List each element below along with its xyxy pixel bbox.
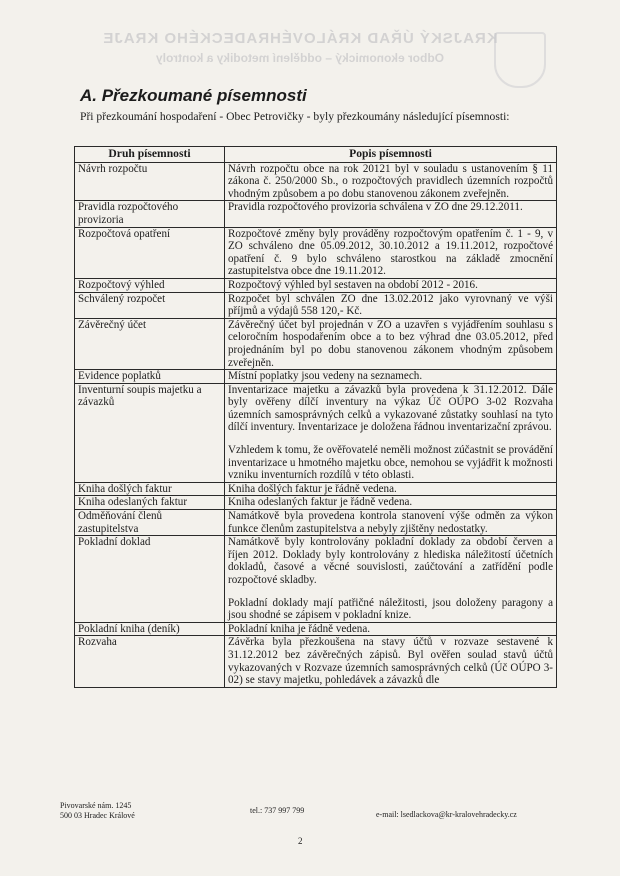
- table-row: [75, 201, 557, 227]
- document-type: Závěrečný účet: [75, 318, 225, 369]
- document-type: Odměňování členů zastupitelstva: [75, 510, 225, 536]
- document-type: Kniha došlých faktur: [75, 482, 225, 496]
- documents-table: [74, 146, 557, 688]
- document-type: Rozpočtový výhled: [75, 278, 225, 292]
- footer-address-line1: Pivovarské nám. 1245: [60, 801, 132, 810]
- description-paragraph: Pokladní doklady mají patřičné náležitosti, jsou doloženy paragony a jsou shodné se zápisem v pokladní knize.: [228, 596, 553, 622]
- bleed-header-line2: Odbor ekonomický – oddělení metodiky a kontroly: [155, 51, 445, 65]
- description-paragraph: Rozpočtové změny byly prováděny rozpočtovým opatřením č. 1 - 9, v ZO schváleno dne 05.09.2012, 30.10.2012 a 19.11.2012, rozpočtové opatření č. 9 bylo schváleno starostkou na základě zmocnění zastupitelstva obce dne 19.11.2012.: [228, 227, 553, 278]
- table-row: [75, 227, 557, 278]
- document-type: Rozvaha: [75, 636, 225, 687]
- document-type: Pravidla rozpočtového provizoria: [75, 201, 225, 227]
- table-row: [75, 162, 557, 201]
- document-description: [225, 162, 557, 201]
- footer-address-line2: 500 03 Hradec Králové: [60, 811, 135, 820]
- table-row: [75, 636, 557, 687]
- document-type: Kniha odeslaných faktur: [75, 496, 225, 510]
- header-desc: Popis písemnosti: [225, 147, 557, 163]
- description-paragraph: Rozpočet byl schválen ZO dne 13.02.2012 jako vyrovnaný ve výši příjmů a výdajů 558 120,- Kč.: [228, 292, 553, 318]
- description-paragraph: Namátkově byly kontrolovány pokladní doklady za období červen a říjen 2012. Doklady byly kontrolovány z hlediska náležitostí účetních dokladů, časové a věcné souvislosti, zaúčtování a zatřídění podle rozpočtové skladby.: [228, 536, 553, 586]
- table-row: [75, 536, 557, 623]
- document-type: Inventurní soupis majetku a závazků: [75, 383, 225, 482]
- footer-address: [60, 801, 135, 821]
- page-number: 2: [298, 836, 303, 846]
- document-description: [225, 383, 557, 482]
- document-description: [225, 510, 557, 536]
- table-row: [75, 510, 557, 536]
- description-paragraph: Pokladní kniha je řádně vedena.: [228, 622, 371, 635]
- table-header-row: [75, 147, 557, 163]
- bleed-through-crest-icon: [494, 32, 546, 88]
- document-type: Pokladní kniha (deník): [75, 622, 225, 636]
- description-paragraph: Pravidla rozpočtového provizoria schválena v ZO dne 29.12.2011.: [228, 201, 523, 214]
- document-description: [225, 227, 557, 278]
- document-type: Pokladní doklad: [75, 536, 225, 623]
- description-paragraph: Kniha došlých faktur je řádně vedena.: [228, 482, 397, 495]
- table-row: [75, 622, 557, 636]
- document-description: [225, 622, 557, 636]
- document-description: [225, 636, 557, 687]
- table-row: [75, 292, 557, 318]
- document-description: [225, 536, 557, 623]
- table-row: [75, 496, 557, 510]
- document-description: [225, 318, 557, 369]
- document-type: Návrh rozpočtu: [75, 162, 225, 201]
- table-row: [75, 278, 557, 292]
- document-type: Rozpočtová opatření: [75, 227, 225, 278]
- document-description: [225, 201, 557, 227]
- document-description: [225, 370, 557, 384]
- description-paragraph: Vzhledem k tomu, že ověřovatelé neměli možnost zúčastnit se provádění inventarizace u hmotného majetku obce, nemohou se vyjádřit k možnosti vzniku inventurních rozdílů v této oblasti.: [228, 444, 553, 482]
- bleed-header-line1: KRAJSKÝ ÚŘAD KRÁLOVÉHRADECKÉHO KRAJE: [102, 30, 498, 47]
- description-paragraph: Závěrka byla přezkoušena na stavy účtů v rozvaze sestavené k 31.12.2012 bez závěrečných zápisů. Byl ověřen soulad stavů účtů vykazovaných v Rozvaze územních samosprávných celků (Úč OÚPO 3-02) se stavy majetku, pohledávek a závazků dle: [228, 636, 553, 687]
- table-body: [75, 162, 557, 687]
- description-paragraph: Kniha odeslaných faktur je řádně vedena.: [228, 496, 413, 509]
- section-title: A. Přezkoumané písemnosti: [80, 86, 307, 105]
- description-paragraph: Namátkově byla provedena kontrola stanovení výše odměn za výkon funkce členům zastupitelstva a nebyly zjištěny nedostatky.: [228, 510, 553, 535]
- description-paragraph: Závěrečný účet byl projednán v ZO a uzavřen s vyjádřením souhlasu s celoročním hospodařením obce a to bez výhrad dne 03.05.2012, před projednáním byl po dobu stanovenou zákonem vhodným způsobem zveřejněn.: [228, 318, 553, 369]
- table-row: [75, 383, 557, 482]
- footer-email: e-mail: lsedlackova@kr-kralovehradecky.cz: [376, 810, 517, 819]
- document-description: [225, 292, 557, 318]
- description-paragraph: Inventarizace majetku a závazků byla provedena k 31.12.2012. Dále byly ověřeny dílčí inventury na výkaz Úč OÚPO 3-02 Rozvaha územních samosprávných celků a vykazované zůstatky souhlasí na tyto dílčí inventury. Inventarizace je doložena řádnou inventarizační zprávou.: [228, 383, 553, 434]
- description-paragraph: Návrh rozpočtu obce na rok 20121 byl v souladu s ustanovením § 11 zákona č. 250/2000 Sb., o rozpočtových pravidlech územních rozpočtů vhodným způsobem a po dobu stanovenou zákonem zveřejněn.: [228, 162, 553, 200]
- document-description: [225, 278, 557, 292]
- table-row: [75, 482, 557, 496]
- header-type: Druh písemnosti: [75, 147, 225, 163]
- table-row: [75, 318, 557, 369]
- document-description: [225, 496, 557, 510]
- document-type: Schválený rozpočet: [75, 292, 225, 318]
- table-row: [75, 370, 557, 384]
- footer-tel: tel.: 737 997 799: [250, 806, 305, 815]
- description-paragraph: Rozpočtový výhled byl sestaven na období 2012 - 2016.: [228, 278, 478, 291]
- document-type: Evidence poplatků: [75, 370, 225, 384]
- description-paragraph: Místní poplatky jsou vedeny na seznamech.: [228, 370, 423, 383]
- bleed-through-header: [60, 30, 540, 65]
- intro-text: Při přezkoumání hospodaření - Obec Petrovičky - byly přezkoumány následující písemnosti:: [80, 110, 510, 123]
- document-description: [225, 482, 557, 496]
